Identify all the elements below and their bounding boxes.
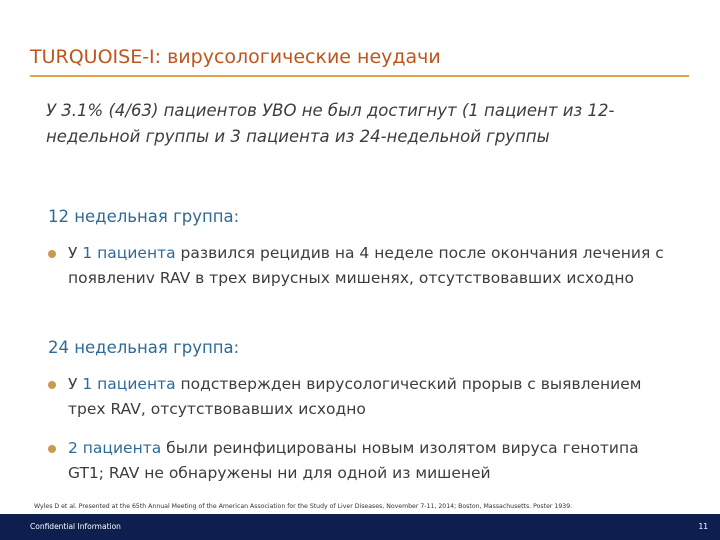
section-heading-24-week: 24 недельная группа: [48,338,240,357]
bullet-item [48,436,668,486]
bullet-dot-icon [48,381,56,389]
page-number: 11 [698,522,708,531]
bullet-item [48,241,668,291]
bullet-dot-icon [48,250,56,258]
reference-footnote: Wyles D et al. Presented at the 65th Annual Meeting of the American Association for the Study of Liver Diseases, November 7-11, 2014; Boston, Massachusetts. Poster 1939. [34,503,573,510]
bullet-dot-icon [48,445,56,453]
title-divider [30,75,689,77]
bullet-rest: развился рецидив на 4 неделе после окончания лечения с появлениv RAV в трех вирусных мишенях, отсутствовавших исходно [68,244,664,287]
bullet-text [68,372,668,422]
bullet-highlight: 2 пациента [68,439,162,457]
confidential-label: Confidential Information [30,522,121,531]
bullet-prefix: У [68,244,83,262]
footer-bar [0,514,720,540]
bullet-text [68,241,668,291]
bullet-highlight: 1 пациента [82,244,176,262]
bullet-prefix: У [68,375,83,393]
bullet-item [48,372,668,422]
slide-title: TURQUOISE-I: вирусологические неудачи [30,46,441,68]
bullet-rest: были реинфицированы новым изолятом вируса генотипа GT1; RAV не обнаружены ни для одной из мишеней [68,439,639,482]
bullet-highlight: 1 пациента [82,375,176,393]
intro-text: У 3.1% (4/63) пациентов УВО не был достигнут (1 пациент из 12-недельной группы и 3 пациента из 24-недельной группы [46,101,615,146]
section-heading-12-week: 12 недельная группа: [48,207,240,226]
bullet-rest: подствержден вирусологический прорыв с выявлением трех RAV, отсутствовавших исходно [68,375,642,418]
bullet-text [68,436,668,486]
